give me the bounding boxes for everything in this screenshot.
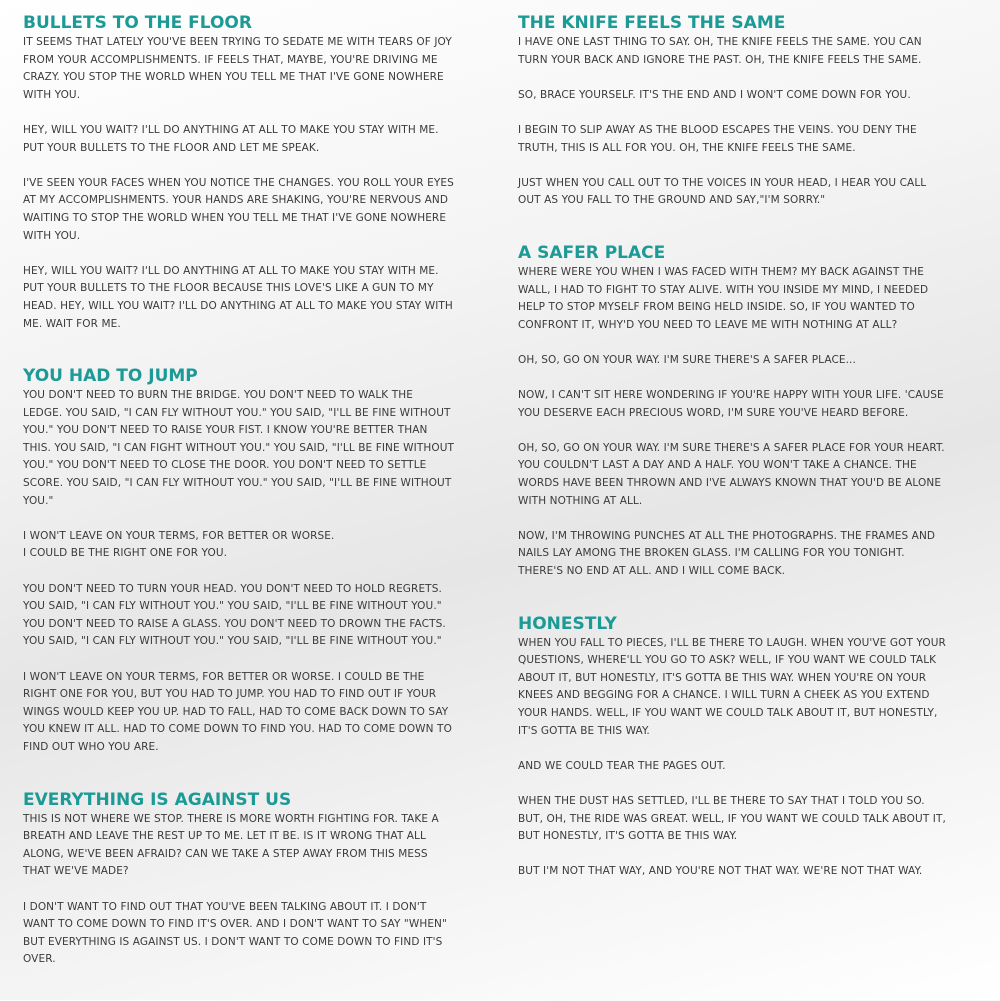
- lyrics-paragraph: I BEGIN TO SLIP AWAY AS THE BLOOD ESCAPES THE VEINS. YOU DENY THE TRUTH, THIS IS ALL FOR YOU. OH, THE KNIFE FEELS THE SAME.: [518, 123, 917, 154]
- lyrics-paragraph: AND WE COULD TEAR THE PAGES OUT.: [518, 759, 726, 772]
- lyrics-paragraph: NOW, I'M THROWING PUNCHES AT ALL THE PHOTOGRAPHS. THE FRAMES AND NAILS LAY AMONG THE BROKEN GLASS. I'M CALLING FOR YOU TONIGHT. THERE'S NO END AT ALL. AND I WILL COME BACK.: [518, 529, 936, 578]
- song-title: THE KNIFE FEELS THE SAME: [518, 13, 786, 33]
- lyrics-paragraph: YOU DON'T NEED TO BURN THE BRIDGE. YOU DON'T NEED TO WALK THE LEDGE. YOU SAID, "I CAN FLY WITHOUT YOU." YOU SAID, "I'LL BE FINE WITHOUT YOU." YOU DON'T NEED TO RAISE YOUR FIST. I KNOW YOU'RE BETTER THAN THIS. YOU SAID, "I CAN FIGHT WITHOUT YOU." YOU SAID, "I'LL BE FINE WITHOUT YOU." YOU DON'T NEED TO CLOSE THE DOOR. YOU DON'T NEED TO SETTLE SCORE. YOU SAID, "I CAN FLY WITHOUT YOU." YOU SAID, "I'LL BE FINE WITHOUT YOU.": [23, 389, 455, 507]
- left-lyrics-column: [23, 12, 455, 1001]
- song-title: A SAFER PLACE: [518, 242, 666, 263]
- lyrics-paragraph: OH, SO, GO ON YOUR WAY. I'M SURE THERE'S A SAFER PLACE FOR YOUR HEART. YOU COULDN'T LAST A DAY AND A HALF. YOU WON'T TAKE A CHANCE. THE WORDS HAVE BEEN THROWN AND I'VE ALWAYS KNOWN THAT YOU'D BE ALONE WITH NOTHING AT ALL.: [518, 441, 945, 507]
- song-honestly: [518, 613, 950, 881]
- lyrics-paragraph: WHEN YOU FALL TO PIECES, I'LL BE THERE TO LAUGH. WHEN YOU'VE GOT YOUR QUESTIONS, WHERE'LL YOU GO TO ASK? WELL, IF YOU WANT WE COULD TALK ABOUT IT, BUT HONESTLY, IT'S GOTTA BE THIS WAY. WHEN YOU'RE ON YOUR KNEES AND BEGGING FOR A CHANCE. I WILL TURN A CHEEK AS YOU EXTEND YOUR HANDS. WELL, IF YOU WANT WE COULD TALK ABOUT IT, BUT HONESTLY, IT'S GOTTA BE THIS WAY.: [518, 636, 946, 737]
- lyrics-paragraph: WHERE WERE YOU WHEN I WAS FACED WITH THEM? MY BACK AGAINST THE WALL, I HAD TO FIGHT TO STAY ALIVE. WITH YOU INSIDE MY MIND, I NEEDED HELP TO STOP MYSELF FROM BEING HELD INSIDE. SO, IF YOU WANTED TO CONFRONT IT, WHY'D YOU NEED TO LEAVE ME WITH NOTHING AT ALL?: [518, 265, 929, 331]
- lyrics-paragraph: YOU DON'T NEED TO TURN YOUR HEAD. YOU DON'T NEED TO HOLD REGRETS. YOU SAID, "I CAN FLY WITHOUT YOU." YOU SAID, "I'LL BE FINE WITHOUT YOU." YOU DON'T NEED TO RAISE A GLASS. YOU DON'T NEED TO DROWN THE FACTS. YOU SAID, "I CAN FLY WITHOUT YOU." YOU SAID, "I'LL BE FINE WITHOUT YOU.": [23, 582, 446, 648]
- song-title: YOU HAD TO JUMP: [23, 366, 198, 387]
- lyrics-paragraph: BUT I'M NOT THAT WAY, AND YOU'RE NOT THAT WAY. WE'RE NOT THAT WAY.: [518, 865, 923, 878]
- lyrics-paragraph: NOW, I CAN'T SIT HERE WONDERING IF YOU'RE HAPPY WITH YOUR LIFE. 'CAUSE YOU DESERVE EACH PRECIOUS WORD, I'M SURE YOU'VE HEARD BEFORE.: [518, 389, 944, 419]
- song-you-had-to-jump: [23, 365, 455, 756]
- lyrics-paragraph: I WON'T LEAVE ON YOUR TERMS, FOR BETTER OR WORSE. I COULD BE THE RIGHT ONE FOR YOU.: [23, 529, 335, 560]
- song-title: EVERYTHING IS AGAINST US: [23, 789, 292, 810]
- lyrics-paragraph: I'VE SEEN YOUR FACES WHEN YOU NOTICE THE CHANGES. YOU ROLL YOUR EYES AT MY ACCOMPLISHMENTS. YOUR HANDS ARE SHAKING, YOU'RE NERVOUS AND WAITING TO STOP THE WORLD WHEN YOU TELL ME THAT I'VE GONE NOWHERE WITH YOU.: [23, 176, 454, 242]
- lyrics-paragraph: OH, SO, GO ON YOUR WAY. I'M SURE THERE'S A SAFER PLACE...: [518, 353, 856, 366]
- lyrics-paragraph: HEY, WILL YOU WAIT? I'LL DO ANYTHING AT ALL TO MAKE YOU STAY WITH ME. PUT YOUR BULLETS TO THE FLOOR AND LET ME SPEAK.: [23, 123, 439, 154]
- lyrics-paragraph: I HAVE ONE LAST THING TO SAY. OH, THE KNIFE FEELS THE SAME. YOU CAN TURN YOUR BACK AND IGNORE THE PAST. OH, THE KNIFE FEELS THE SAME.: [518, 36, 922, 66]
- lyrics-paragraph: HEY, WILL YOU WAIT? I'LL DO ANYTHING AT ALL TO MAKE YOU STAY WITH ME. PUT YOUR BULLETS TO THE FLOOR BECAUSE THIS LOVE'S LIKE A GUN TO MY HEAD. HEY, WILL YOU WAIT? I'LL DO ANYTHING AT ALL TO MAKE YOU STAY WITH ME. WAIT FOR ME.: [23, 264, 453, 330]
- right-lyrics-column: [518, 12, 950, 913]
- song-bullets-to-the-floor: [23, 12, 455, 333]
- song-title: HONESTLY: [518, 613, 617, 634]
- lyrics-paragraph: THIS IS NOT WHERE WE STOP. THERE IS MORE WORTH FIGHTING FOR. TAKE A BREATH AND LEAVE THE REST UP TO ME. LET IT BE. IS IT WRONG THAT ALL ALONG, WE'VE BEEN AFRAID? CAN WE TAKE A STEP AWAY FROM THIS MESS THAT WE'VE MADE?: [23, 812, 439, 878]
- song-a-safer-place: [518, 242, 950, 581]
- lyrics-paragraph: I DON'T WANT TO FIND OUT THAT YOU'VE BEEN TALKING ABOUT IT. I DON'T WANT TO COME DOWN TO FIND IT'S OVER. AND I DON'T WANT TO SAY "WHEN" BUT EVERYTHING IS AGAINST US. I DON'T WANT TO COME DOWN TO FIND IT'S OVER.: [23, 900, 447, 966]
- lyrics-paragraph: I WON'T LEAVE ON YOUR TERMS, FOR BETTER OR WORSE. I COULD BE THE RIGHT ONE FOR YOU, BUT YOU HAD TO JUMP. YOU HAD TO FIND OUT IF YOUR WINGS WOULD KEEP YOU UP. HAD TO FALL, HAD TO COME BACK DOWN TO SAY YOU KNEW IT ALL. HAD TO COME DOWN TO FIND YOU. HAD TO COME DOWN TO FIND OUT WHO YOU ARE.: [23, 670, 452, 753]
- lyrics-paragraph: SO, BRACE YOURSELF. IT'S THE END AND I WON'T COME DOWN FOR YOU.: [518, 88, 911, 101]
- lyrics-paragraph: JUST WHEN YOU CALL OUT TO THE VOICES IN YOUR HEAD, I HEAR YOU CALL OUT AS YOU FALL TO THE GROUND AND SAY,"I'M SORRY.": [518, 176, 927, 207]
- song-title: BULLETS TO THE FLOOR: [23, 13, 252, 33]
- lyrics-paragraph: IT SEEMS THAT LATELY YOU'VE BEEN TRYING TO SEDATE ME WITH TEARS OF JOY FROM YOUR ACCOMPLISHMENTS. IF FEELS THAT, MAYBE, YOU'RE DRIVING ME CRAZY. YOU STOP THE WORLD WHEN YOU TELL ME THAT I'VE GONE NOWHERE WITH YOU.: [23, 36, 452, 101]
- song-the-knife-feels-the-same: [518, 12, 950, 210]
- lyrics-paragraph: WHEN THE DUST HAS SETTLED, I'LL BE THERE TO SAY THAT I TOLD YOU SO. BUT, OH, THE RIDE WAS GREAT. WELL, IF YOU WANT WE COULD TALK ABOUT IT, BUT HONESTLY, IT'S GOTTA BE THIS WAY.: [518, 794, 946, 843]
- song-everything-is-against-us: [23, 789, 455, 969]
